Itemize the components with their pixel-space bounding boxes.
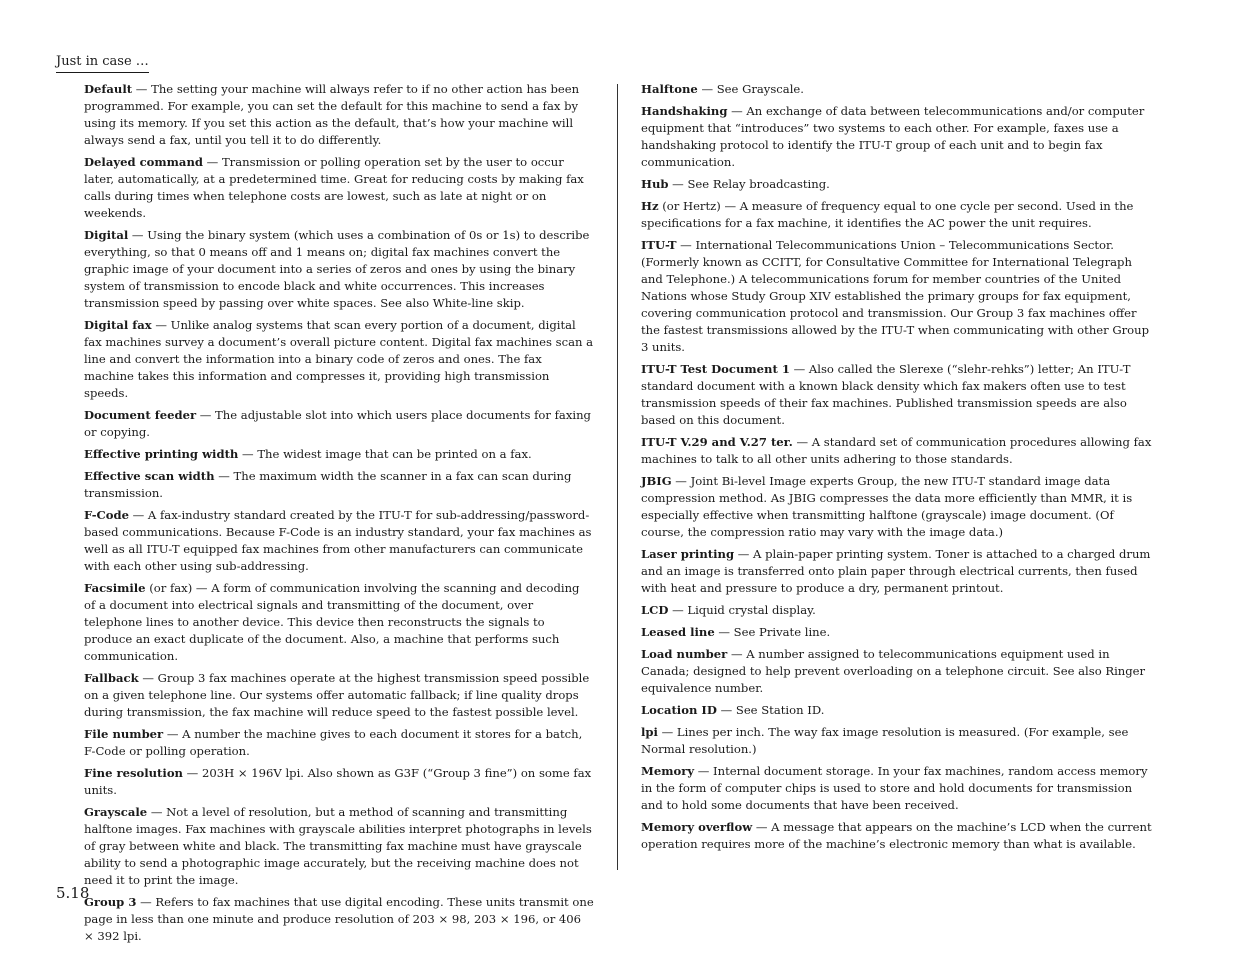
glossary-entry bbox=[641, 702, 1153, 719]
glossary-term: Leased line bbox=[641, 625, 715, 639]
glossary-term: Memory overflow bbox=[641, 820, 753, 834]
glossary-entry bbox=[84, 765, 594, 799]
glossary-term: lpi bbox=[641, 725, 658, 739]
glossary-definition: — See Relay broadcasting. bbox=[668, 177, 830, 191]
glossary-term: Handshaking bbox=[641, 104, 728, 118]
glossary-definition: — The setting your machine will always refer to if no other action has been programmed. For example, you can set the default for this machine to send a fax by using its memory. If you set this action as the default, that’s how your machine will always send a fax, until you tell it to do differently. bbox=[84, 82, 580, 147]
glossary-definition: — A message that appears on the machine’s LCD when the current operation requires more of the machine’s electronic memory than what is available. bbox=[641, 820, 1152, 851]
glossary-term: LCD bbox=[641, 603, 669, 617]
glossary-term: ITU-T V.29 and V.27 ter. bbox=[641, 435, 793, 449]
glossary-entry bbox=[641, 724, 1153, 758]
glossary-definition: (or fax) — A form of communication involving the scanning and decoding of a document into electrical signals and transmitting of the document, over telephone lines to another device. This device then reconstructs the signals to produce an exact duplicate of the document. Also, a machine that performs such communication. bbox=[84, 581, 580, 663]
glossary-definition: — The adjustable slot into which users place documents for faxing or copying. bbox=[84, 408, 591, 439]
glossary-definition: (or Hertz) — A measure of frequency equal to one cycle per second. Used in the specifications for a fax machine, it identifies the AC power the unit requires. bbox=[641, 199, 1134, 230]
glossary-term: Laser printing bbox=[641, 547, 735, 561]
glossary-term: ITU-T bbox=[641, 238, 677, 252]
glossary-definition: — Internal document storage. In your fax machines, random access memory in the form of computer chips is used to store and hold documents for transmission and to hold some documents that have been received. bbox=[641, 764, 1148, 812]
glossary-definition: — Liquid crystal display. bbox=[668, 603, 816, 617]
glossary-definition: — 203H × 196V lpi. Also shown as G3F (“Group 3 fine”) on some fax units. bbox=[84, 766, 592, 797]
glossary-definition: — The maximum width the scanner in a fax can scan during transmission. bbox=[84, 469, 572, 500]
glossary-definition: — Refers to fax machines that use digital encoding. These units transmit one page in less than one minute and produce resolution of 203 × 98, 203 × 196, or 406 × 392 lpi. bbox=[84, 895, 594, 943]
glossary-definition: — Lines per inch. The way fax image resolution is measured. (For example, see Normal resolution.) bbox=[641, 725, 1129, 756]
glossary-definition: — International Telecommunications Union – Telecommunications Sector. (Formerly known as CCITT, for Consultative Committee for International Telegraph and Telephone.) A telecommunications forum for member countries of the United Nations whose Study Group XIV established the primary groups for fax equipment, covering communication protocol and transmission. Our Group 3 fax machines offer the fastest transmissions allowed by the ITU-T when communicating with other Group 3 units. bbox=[641, 238, 1150, 354]
glossary-entry bbox=[641, 763, 1153, 814]
glossary-entry bbox=[84, 726, 594, 760]
column-divider bbox=[617, 84, 618, 870]
glossary-entry bbox=[84, 804, 594, 889]
glossary-term: Effective scan width bbox=[84, 469, 215, 483]
glossary-entry bbox=[84, 154, 594, 222]
running-header: Just in case … bbox=[56, 54, 149, 73]
glossary-term: Document feeder bbox=[84, 408, 197, 422]
glossary-entry bbox=[641, 624, 1153, 641]
glossary-entry bbox=[84, 580, 594, 665]
glossary-entry bbox=[84, 468, 594, 502]
glossary-definition: — A standard set of communication procedures allowing fax machines to talk to all other units adhering to those standards. bbox=[641, 435, 1152, 466]
glossary-definition: — Group 3 fax machines operate at the highest transmission speed possible on a given telephone line. Our systems offer automatic fallback; if line quality drops during transmission, the fax machine will reduce speed to the fastest possible level. bbox=[84, 671, 590, 719]
glossary-entry bbox=[84, 227, 594, 312]
glossary-definition: — A plain-paper printing system. Toner is attached to a charged drum and an image is transferred onto plain paper through electrical currents, then fused with heat and pressure to produce a dry, permanent printout. bbox=[641, 547, 1151, 595]
glossary-term: Effective printing width bbox=[84, 447, 239, 461]
glossary-definition: — Joint Bi-level Image experts Group, the new ITU-T standard image data compression method. As JBIG compresses the data more efficiently than MMR, it is especially effective when transmitting halftone (grayscale) image document. (Of course, the compression ratio may vary with the image data.) bbox=[641, 474, 1133, 539]
glossary-definition: — See Grayscale. bbox=[697, 82, 804, 96]
glossary-entry bbox=[641, 819, 1153, 853]
glossary-entry bbox=[84, 670, 594, 721]
glossary-entry bbox=[641, 546, 1153, 597]
glossary-definition: — The widest image that can be printed on a fax. bbox=[238, 447, 532, 461]
glossary-definition: — A fax-industry standard created by the ITU-T for sub-addressing/password-based communications. Because F-Code is an industry standard, your fax machines as well as all ITU-T equipped fax machines from other manufacturers can communicate with each other using sub-addressing. bbox=[84, 508, 592, 573]
glossary-term: Location ID bbox=[641, 703, 717, 717]
glossary-entry bbox=[84, 407, 594, 441]
glossary-term: ITU-T Test Document 1 bbox=[641, 362, 790, 376]
glossary-entry bbox=[84, 446, 594, 463]
page-number: 5.18 bbox=[56, 884, 90, 902]
glossary-entry bbox=[641, 81, 1153, 98]
glossary-definition: — A number assigned to telecommunications equipment used in Canada; designed to help prevent overloading on a telephone circuit. See also Ringer equivalence number. bbox=[641, 647, 1146, 695]
glossary-term: F-Code bbox=[84, 508, 129, 522]
glossary-entry bbox=[641, 646, 1153, 697]
glossary-left-column bbox=[84, 81, 594, 950]
glossary-entry bbox=[641, 434, 1153, 468]
glossary-entry bbox=[641, 473, 1153, 541]
glossary-entry bbox=[641, 176, 1153, 193]
glossary-entry bbox=[641, 602, 1153, 619]
glossary-term: Halftone bbox=[641, 82, 698, 96]
glossary-term: Hub bbox=[641, 177, 669, 191]
glossary-term: Hz bbox=[641, 199, 659, 213]
glossary-term: Facsimile bbox=[84, 581, 146, 595]
glossary-entry bbox=[641, 361, 1153, 429]
glossary-entry bbox=[641, 237, 1153, 356]
glossary-term: Fine resolution bbox=[84, 766, 183, 780]
glossary-term: File number bbox=[84, 727, 164, 741]
glossary-term: Fallback bbox=[84, 671, 139, 685]
glossary-entry bbox=[641, 198, 1153, 232]
glossary-entry bbox=[84, 81, 594, 149]
glossary-definition: — Not a level of resolution, but a method of scanning and transmitting halftone images. Fax machines with grayscale abilities interpret photographs in levels of gray between white and black. The transmitting fax machine must have grayscale ability to send a photographic image accurately, but the receiving machine does not need it to print the image. bbox=[84, 805, 592, 887]
glossary-term: Digital bbox=[84, 228, 129, 242]
glossary-entry bbox=[84, 507, 594, 575]
glossary-entry bbox=[641, 103, 1153, 171]
glossary-entry bbox=[84, 894, 594, 945]
glossary-definition: — An exchange of data between telecommunications and/or computer equipment that “introduces” two systems to each other. For example, faxes use a handshaking protocol to identify the ITU-T group of each unit and to begin fax communication. bbox=[641, 104, 1145, 169]
glossary-definition: — Transmission or polling operation set by the user to occur later, automatically, at a predetermined time. Great for reducing costs by making fax calls during times when telephone costs are lowest, such as late at night or on weekends. bbox=[84, 155, 584, 220]
glossary-term: Load number bbox=[641, 647, 728, 661]
glossary-entry bbox=[84, 317, 594, 402]
glossary-definition: — Also called the Slerexe (“slehr-rehks”) letter; An ITU-T standard document with a known black density which fax makers often use to test transmission speeds of their fax machines. Published transmission speeds are also based on this document. bbox=[641, 362, 1131, 427]
glossary-definition: — Unlike analog systems that scan every portion of a document, digital fax machines survey a document’s overall picture content. Digital fax machines scan a line and convert the information into a binary code of zeros and ones. The fax machine takes this information and compresses it, providing high transmission speeds. bbox=[84, 318, 594, 400]
glossary-term: Default bbox=[84, 82, 133, 96]
glossary-term: Group 3 bbox=[84, 895, 137, 909]
glossary-definition: — See Station ID. bbox=[716, 703, 825, 717]
glossary-term: Grayscale bbox=[84, 805, 148, 819]
glossary-term: Delayed command bbox=[84, 155, 203, 169]
glossary-definition: — Using the binary system (which uses a combination of 0s or 1s) to describe everything, so that 0 means off and 1 means on; digital fax machines convert the graphic image of your document into a series of zeros and ones by using the binary system of transmission to encode black and white occurrences. This increases transmission speed by passing over white spaces. See also White-line skip. bbox=[84, 228, 590, 310]
glossary-definition: — See Private line. bbox=[714, 625, 831, 639]
glossary-right-column bbox=[641, 81, 1153, 858]
glossary-definition: — A number the machine gives to each document it stores for a batch, F-Code or polling operation. bbox=[84, 727, 583, 758]
glossary-term: Memory bbox=[641, 764, 695, 778]
glossary-term: JBIG bbox=[641, 474, 672, 488]
glossary-term: Digital fax bbox=[84, 318, 152, 332]
